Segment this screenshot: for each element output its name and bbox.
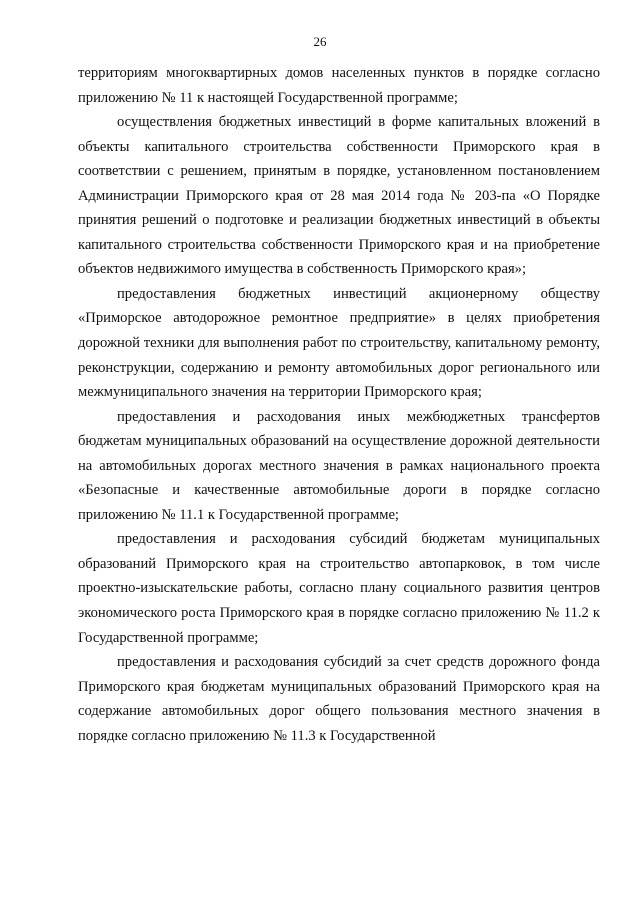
paragraph-2: осуществления бюджетных инвестиций в форме капитальных вложений в объекты капитального строительства собственности Приморского края в соответствии с решением, принятым в порядке, установленном постановлением Администрации Приморского края от 28 мая 2014 года № 203-па «О Порядке принятия решений о подготовке и реализации бюджетных инвестиций в объекты капитального строительства собственности Приморского края и на приобретение объектов недвижимого имущества в собственность Приморского края»; (78, 114, 600, 278)
paragraph-5: предоставления и расходования субсидий бюджетам муниципальных образований Приморского края на строительство автопарковок, в том числе проектно-изыскательские работы, согласно плану социального развития центров экономического роста Приморского края в порядке согласно приложению № 11.2 к Государственной программе; (78, 531, 600, 646)
document-body (78, 61, 600, 748)
paragraph-6: предоставления и расходования субсидий за счет средств дорожного фонда Приморского края бюджетам муниципальных образований Приморского края на содержание автомобильных дорог общего пользования местного значения в порядке согласно приложению № 11.3 к Государственной (78, 654, 600, 744)
paragraph-3: предоставления бюджетных инвестиций акционерному обществу «Приморское автодорожное ремонтное предприятие» в целях приобретения дорожной техники для выполнения работ по строительству, капитальному ремонту, реконструкции, содержанию и ремонту автомобильных дорог регионального или межмуниципального значения на территории Приморского края; (78, 285, 600, 401)
page-number: 26 (313, 34, 327, 49)
paragraph-4: предоставления и расходования иных межбюджетных трансфертов бюджетам муниципальных образований на осуществление дорожной деятельности на автомобильных дорогах местного значения в рамках национального проекта «Безопасные и качественные автомобильные дороги в порядке согласно приложению № 11.1 к Государственной программе; (78, 408, 600, 523)
paragraph-1: территориям многоквартирных домов населенных пунктов в порядке согласно приложению № 11 к настоящей Государственной программе; (78, 65, 600, 106)
